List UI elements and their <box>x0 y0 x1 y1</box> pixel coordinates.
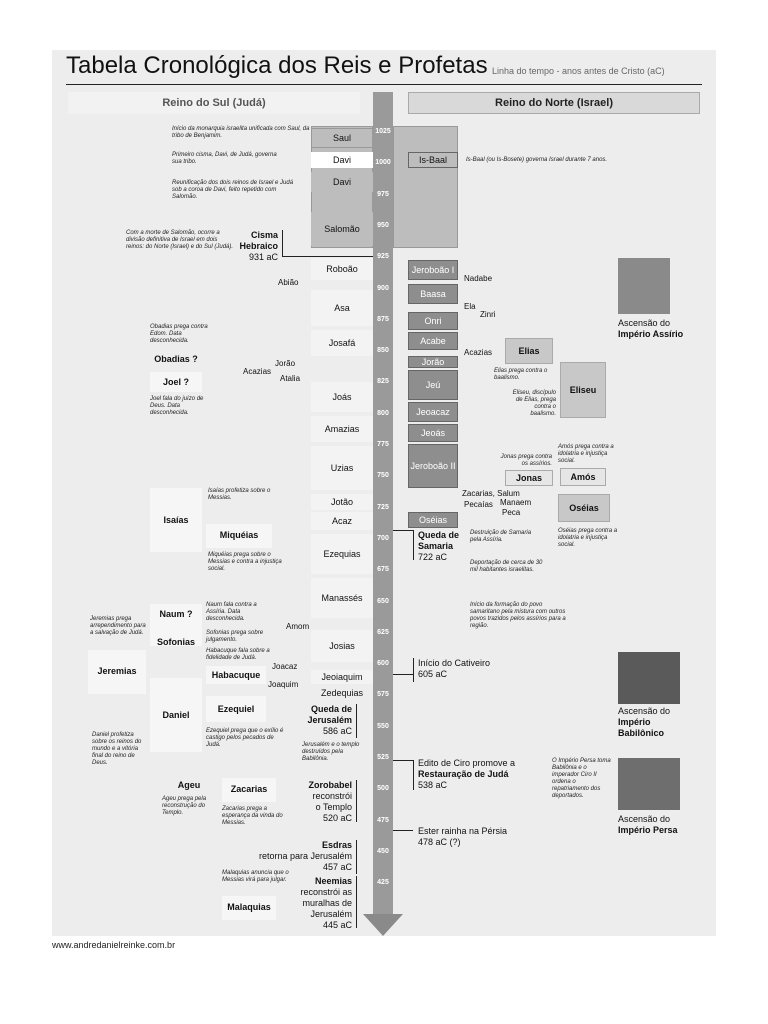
note-sofonias: Sofonias prega sobre julgamento. <box>206 630 264 643</box>
prophet-jonas: Jonas <box>505 470 553 486</box>
note-persa: O Império Persa toma Babilônia e o imperador Ciro II ordena o repatriamento dos deportados. <box>552 758 611 799</box>
king-jorao-israel: Jorão <box>408 356 458 368</box>
note-samaritano: Início da formação do povo samaritano pela mistura com outros povos trazidos pelos assírios para a região. <box>470 602 566 629</box>
king-acazias-israel: Acazias <box>464 348 493 357</box>
tick-625: 625 <box>377 628 389 636</box>
prophet-isaias: Isaías <box>163 515 189 525</box>
king-jeoacaz: Jeoacaz <box>408 402 458 422</box>
king-jeoiaquim: Jeoiaquim <box>311 670 373 684</box>
king-jorao-juda: Jorão <box>275 359 296 368</box>
king-nadabe: Nadabe <box>464 274 493 283</box>
note-deport: Deportação de cerca de 30 mil habitantes israelitas. <box>470 560 543 573</box>
tick-850: 850 <box>377 347 389 355</box>
king-ela: Ela <box>464 302 476 311</box>
event-zorobabel-bracket <box>356 780 357 822</box>
event-samaria-line <box>393 530 413 531</box>
tick-425: 425 <box>377 879 389 887</box>
kingdom-north-header: Reino do Norte (Israel) <box>408 92 700 114</box>
note-daniel: Daniel profetiza sobre os reinos do mundo e a vitória final do reino de Deus. <box>92 732 142 766</box>
king-amom: Amom <box>286 622 310 631</box>
king-jeoas: Jeoás <box>408 424 458 442</box>
prophet-miqueias: Miquéias <box>219 530 259 540</box>
tick-1000: 1000 <box>375 159 391 167</box>
note-saul: Início da monarquia israelita unificada com Saul, da tribo de Benjamim. <box>172 126 310 139</box>
note-naum: Naum fala contra a Assíria. Data desconhecida. <box>206 602 257 622</box>
title-divider <box>66 84 702 85</box>
empire-persia: Ascensão do Império Persa <box>618 814 678 835</box>
king-onri: Onri <box>408 312 458 330</box>
event-ciro: Edito de Ciro promove a Restauração de Judá 538 aC <box>418 758 516 790</box>
king-amazias: Amazias <box>311 416 373 442</box>
event-ciro-bracket <box>413 760 414 790</box>
assyria-relief-image <box>618 258 670 314</box>
tick-875: 875 <box>377 315 389 323</box>
note-habacuque: Habacuque fala sobre a fidelidade de Judá. <box>206 648 270 661</box>
tick-975: 975 <box>377 190 389 198</box>
tick-500: 500 <box>377 785 389 793</box>
event-cisma: Cisma Hebraico 931 aC <box>239 230 278 262</box>
tick-650: 650 <box>377 597 389 605</box>
prophet-jeremias: Jeremias <box>97 666 137 676</box>
empire-assyria: Ascensão do Império Assírio <box>618 318 684 339</box>
king-baasa: Baasa <box>408 284 458 304</box>
event-samaria: Queda de Samaria 722 aC <box>418 530 460 562</box>
king-salomao: Salomão <box>311 212 373 246</box>
tick-925: 925 <box>377 253 389 261</box>
prophet-malaquias: Malaquias <box>227 902 271 912</box>
note-reunif: Reunificação dos dois reinos de Israel e Judá sob a coroa de Davi, feito repetido com Salomão. <box>172 180 294 200</box>
note-ezequiel: Ezequiel prega que o exílio é castigo pelos pecados de Judá. <box>206 728 284 748</box>
tick-550: 550 <box>377 722 389 730</box>
king-joacaz: Joacaz <box>272 662 298 671</box>
note-eliseu: Eliseu, discípulo de Elias, prega contra o baalismo. <box>512 390 556 417</box>
king-atalia: Atalia <box>280 374 301 383</box>
event-neemias-bracket <box>356 876 357 928</box>
note-joel: Joel fala do juízo de Deus. Data desconhecida. <box>150 396 204 416</box>
kingdom-south-header: Reino do Sul (Judá) <box>68 92 360 114</box>
note-oseias: Oséias prega contra a idolatria e injustiça social. <box>558 528 618 548</box>
event-jerusalem: Queda de Jerusalém 586 aC <box>307 704 352 736</box>
event-cisma-bracket <box>282 230 283 257</box>
note-jerusalem: Jerusalém e o templo destruídos pela Babilônia. <box>302 742 360 762</box>
event-zorobabel: Zorobabel reconstrói o Templo 520 aC <box>308 780 352 823</box>
united-monarchy-block-right <box>393 126 458 248</box>
king-acabe: Acabe <box>408 332 458 350</box>
king-jeroboao-2: Jeroboão II <box>408 444 458 488</box>
note-elias: Elias prega contra o baalismo. <box>494 368 548 381</box>
king-zedequias: Zedequias <box>320 688 364 698</box>
king-pecaias: Pecaías <box>464 500 493 509</box>
note-jonas: Jonas prega contra os assírios. <box>500 454 552 467</box>
tick-525: 525 <box>377 754 389 761</box>
king-josias: Josias <box>311 630 373 662</box>
king-josafa: Josafá <box>311 330 373 356</box>
king-isbaal: Is-Baal <box>408 152 458 168</box>
king-uzias: Uzias <box>311 446 373 490</box>
king-roboao: Roboão <box>311 258 373 280</box>
king-abiao: Abião <box>278 278 299 287</box>
note-zacarias: Zacarias prega a esperança da vinda do Messias. <box>222 806 283 826</box>
king-jeu: Jeú <box>408 370 458 400</box>
tick-950: 950 <box>377 221 389 229</box>
tick-600: 600 <box>377 660 389 668</box>
prophet-naum: Naum ? <box>159 609 193 619</box>
note-cisma: Com a morte de Salomão, ocorre a divisão definitiva de Israel em dois reinos: do Norte (Israel) e do Sul (Judá). <box>126 230 234 250</box>
timeline-arrow <box>363 914 403 936</box>
page-subtitle: Linha do tempo - anos antes de Cristo (aC) <box>492 66 665 76</box>
king-davi-juda: Davi <box>311 152 373 168</box>
event-ester: Ester rainha na Pérsia 478 aC (?) <box>418 826 508 847</box>
prophet-joel: Joel ? <box>162 377 189 387</box>
king-zacarias-salum: Zacarias, Salum <box>462 489 520 498</box>
king-acazias-juda: Acazias <box>243 367 272 376</box>
prophet-ezequiel: Ezequiel <box>217 704 255 714</box>
event-jerusalem-bracket <box>356 704 357 738</box>
babylon-gate-image <box>618 652 680 704</box>
event-esdras-bracket <box>356 840 357 874</box>
tick-775: 775 <box>377 441 389 448</box>
prophet-habacuque: Habacuque <box>211 670 261 680</box>
king-jeroboao-1: Jeroboão I <box>408 260 458 280</box>
prophet-daniel: Daniel <box>162 710 190 720</box>
note-isaias: Isaías profetiza sobre o Messias. <box>208 488 271 501</box>
event-cativeiro: Início do Cativeiro 605 aC <box>418 658 491 679</box>
prophet-elias: Elias <box>505 338 553 364</box>
king-acaz: Acaz <box>311 512 373 530</box>
tick-575: 575 <box>377 691 389 699</box>
king-ezequias: Ezequias <box>311 534 373 574</box>
event-cativeiro-line <box>393 674 413 675</box>
prophet-zacarias: Zacarias <box>230 784 268 794</box>
note-samaria: Destruição de Samaria pela Assíria. <box>470 530 532 543</box>
king-peca: Peca <box>502 508 521 517</box>
event-ester-line <box>393 830 413 831</box>
tick-450: 450 <box>377 847 389 855</box>
note-isbaal: Is-Baal (ou Is-Bosete) governa Israel durante 7 anos. <box>466 157 608 163</box>
tick-750: 750 <box>377 472 389 480</box>
king-jotao: Jotão <box>311 494 373 510</box>
tick-700: 700 <box>377 534 389 542</box>
prophet-eliseu: Eliseu <box>560 362 606 418</box>
king-manasses: Manassés <box>311 578 373 618</box>
note-jeremias: Jeremias prega arrependimento para a salvação de Judá. <box>90 616 146 636</box>
king-joaquim: Joaquim <box>268 680 299 689</box>
tick-800: 800 <box>377 409 389 417</box>
event-cativeiro-bracket <box>413 658 414 682</box>
page-title: Tabela Cronológica dos Reis e Profetas <box>66 52 488 79</box>
king-davi: Davi <box>311 172 373 192</box>
event-neemias: Neemias reconstrói as muralhas de Jerusalém 445 aC <box>300 876 352 930</box>
note-miqueias: Miquéias prega sobre o Messias e contra a injustiça social. <box>208 552 282 572</box>
king-manaem: Manaem <box>500 498 532 507</box>
tick-725: 725 <box>377 503 389 511</box>
prophet-oseias: Oséias <box>558 494 610 522</box>
event-ciro-line <box>393 760 413 761</box>
event-samaria-bracket <box>413 530 414 560</box>
empire-babylon: Ascensão do Império Babilônico <box>618 706 671 738</box>
persia-relief-image <box>618 758 680 810</box>
king-zinri: Zinri <box>480 310 496 319</box>
king-asa: Asa <box>311 290 373 326</box>
note-davi: Primeiro cisma, Davi, de Judá, governa sua tribo. <box>172 152 277 165</box>
note-amos: Amós prega contra a idolatria e injustiça social. <box>558 444 614 464</box>
tick-900: 900 <box>377 284 389 292</box>
note-obadias: Obadias prega contra Edom. Data desconhecida. <box>150 324 208 344</box>
tick-675: 675 <box>377 566 389 574</box>
king-joas: Joás <box>311 382 373 412</box>
event-esdras: Esdras retorna para Jerusalém 457 aC <box>258 840 352 872</box>
tick-1025: 1025 <box>375 128 391 135</box>
prophet-amos: Amós <box>560 468 606 486</box>
king-oseias: Oséias <box>408 512 458 528</box>
note-malaquias: Malaquias anuncia que o Messias virá para julgar. <box>222 870 289 883</box>
note-ageu: Ageu prega pela reconstrução do Templo. <box>162 796 207 816</box>
event-cisma-line <box>282 256 373 257</box>
footer-url: www.andredanielreinke.com.br <box>52 940 176 950</box>
tick-825: 825 <box>377 378 389 386</box>
prophet-ageu: Ageu <box>177 780 201 790</box>
king-saul: Saul <box>311 128 373 148</box>
tick-475: 475 <box>377 816 389 824</box>
prophet-obadias: Obadias ? <box>154 354 198 364</box>
prophet-sofonias: Sofonias <box>156 637 195 647</box>
